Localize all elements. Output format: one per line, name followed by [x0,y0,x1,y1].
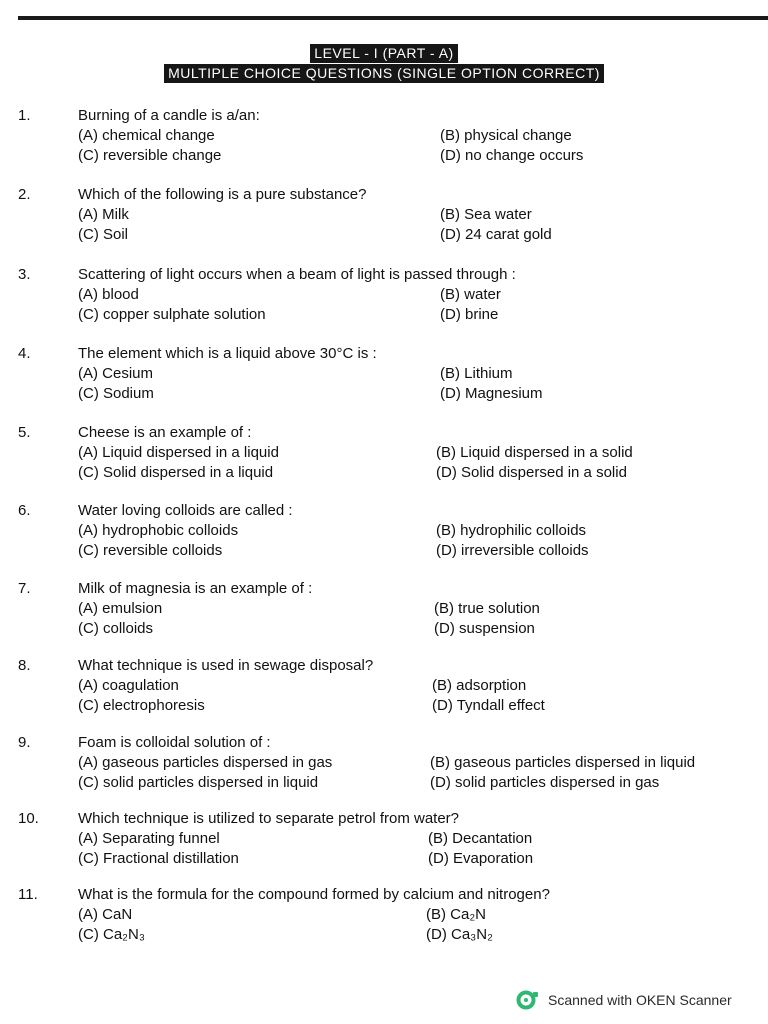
question-number: 10. [18,810,39,827]
option-b: (B) Ca₂N [426,906,486,923]
question-text: Milk of magnesia is an example of : [78,580,313,597]
option-d: (D) brine [440,306,499,323]
question-number: 3. [18,266,31,283]
option-a: (A) Liquid dispersed in a liquid [78,444,279,461]
question-number: 6. [18,502,31,519]
option-b: (B) true solution [434,600,540,617]
option-c: (C) reversible colloids [78,542,223,559]
level-heading-text: LEVEL - I (PART - A) [310,44,457,63]
question-number: 2. [18,186,31,203]
option-c: (C) Soil [78,226,129,243]
question-number: 9. [18,734,31,751]
option-c: (C) reversible change [78,147,222,164]
option-d: (D) 24 carat gold [440,226,552,243]
question-text: Which technique is utilized to separate petrol from water? [78,810,460,827]
option-a: (A) coagulation [78,677,179,694]
question-text: Which of the following is a pure substance? [78,186,367,203]
question-text: Burning of a candle is a/an: [78,107,260,124]
option-d: (D) Ca₃N₂ [426,926,493,943]
question-text: What technique is used in sewage disposal? [78,657,374,674]
section-subtitle [0,64,768,83]
level-heading [0,44,768,63]
question-number: 1. [18,107,31,124]
question-text: What is the formula for the compound formed by calcium and nitrogen? [78,886,550,903]
option-d: (D) suspension [434,620,535,637]
option-d: (D) no change occurs [440,147,584,164]
option-a: (A) Cesium [78,365,154,382]
option-b: (B) Decantation [428,830,533,847]
option-c: (C) electrophoresis [78,697,205,714]
scanner-watermark [516,990,732,1010]
option-a: (A) Milk [78,206,129,223]
option-d: (D) Evaporation [428,850,534,867]
option-c: (C) solid particles dispersed in liquid [78,774,319,791]
question-text: Cheese is an example of : [78,424,252,441]
oken-scanner-logo-icon [516,990,540,1010]
option-c: (C) colloids [78,620,154,637]
question-text: Water loving colloids are called : [78,502,293,519]
option-c: (C) copper sulphate solution [78,306,266,323]
option-b: (B) physical change [440,127,572,144]
scanner-text: Scanned with OKEN Scanner [548,992,732,1008]
option-a: (A) Separating funnel [78,830,220,847]
question-text: Scattering of light occurs when a beam of light is passed through : [78,266,516,283]
option-d: (D) Solid dispersed in a solid [436,464,627,481]
section-subtitle-text: MULTIPLE CHOICE QUESTIONS (SINGLE OPTION CORRECT) [164,64,604,83]
question-number: 5. [18,424,31,441]
option-a: (A) hydrophobic colloids [78,522,239,539]
option-b: (B) Liquid dispersed in a solid [436,444,633,461]
option-a: (A) CaN [78,906,133,923]
question-text: The element which is a liquid above 30°C is : [78,345,377,362]
option-b: (B) adsorption [432,677,527,694]
option-c: (C) Ca₂N₃ [78,926,145,943]
top-rule [18,16,768,20]
option-c: (C) Solid dispersed in a liquid [78,464,274,481]
option-d: (D) irreversible colloids [436,542,589,559]
option-b: (B) Sea water [440,206,532,223]
option-a: (A) emulsion [78,600,163,617]
option-a: (A) chemical change [78,127,215,144]
option-b: (B) gaseous particles dispersed in liquid [430,754,696,771]
option-a: (A) blood [78,286,139,303]
option-b: (B) water [440,286,501,303]
option-d: (D) solid particles dispersed in gas [430,774,660,791]
question-number: 7. [18,580,31,597]
question-text: Foam is colloidal solution of : [78,734,271,751]
question-number: 4. [18,345,31,362]
question-number: 11. [18,886,38,903]
question-number: 8. [18,657,31,674]
option-a: (A) gaseous particles dispersed in gas [78,754,333,771]
option-d: (D) Magnesium [440,385,543,402]
option-c: (C) Fractional distillation [78,850,239,867]
option-d: (D) Tyndall effect [432,697,545,714]
option-c: (C) Sodium [78,385,154,402]
option-b: (B) Lithium [440,365,513,382]
option-b: (B) hydrophilic colloids [436,522,587,539]
